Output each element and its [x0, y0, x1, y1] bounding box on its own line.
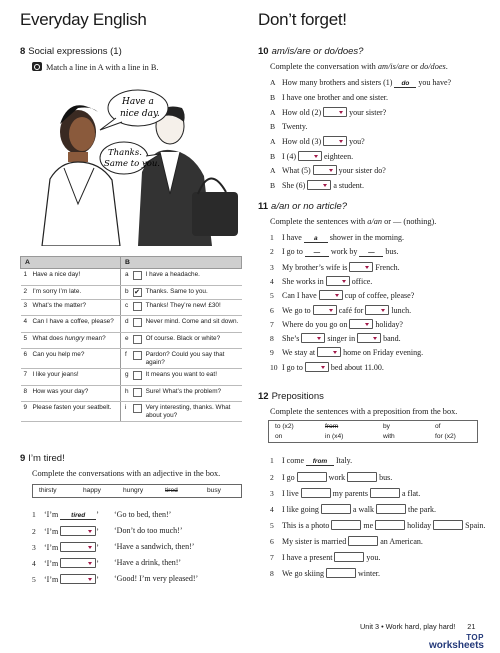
section-9-instruction: Complete the conversations with an adjective in the box. — [32, 469, 221, 478]
section-11-title: 11 a/an or no article? — [258, 201, 348, 212]
svg-text:Same to you.: Same to you. — [104, 159, 161, 169]
answer-filled[interactable]: — — [305, 249, 329, 257]
answer-dropdown[interactable] — [323, 107, 347, 117]
illustration-two-people — [20, 84, 242, 246]
match-checkbox-cell — [131, 299, 144, 316]
section-8-instruction: Match a line in A with a line in B. — [32, 62, 158, 72]
speaker-label: A — [270, 108, 276, 117]
reply-text: ‘Have a sandwich, then!’ — [114, 542, 195, 551]
speaker-label: B — [270, 92, 276, 102]
speaker-label: B — [270, 151, 276, 161]
column-b-text: Very interesting, thanks. What about you? — [144, 402, 242, 422]
answer-box[interactable] — [347, 472, 377, 482]
column-a-text: How was your day? — [31, 385, 121, 402]
conversation-line: 2 ‘I’m ’ ‘Don’t do too much!’ — [32, 526, 183, 536]
answer-filled[interactable]: do — [394, 80, 416, 88]
sentence-line: 8 We go skiing winter. — [270, 569, 381, 578]
page-footer — [360, 622, 475, 631]
sentence-line: 5 This is a photo me holiday Spain. — [270, 521, 486, 530]
column-b-text: Thanks. Same to you. — [144, 285, 242, 299]
reply-text: ‘Good! I’m very pleased!’ — [114, 574, 199, 583]
dialogue-line: B I (4) eighteen. — [270, 151, 354, 161]
preposition-word: by — [383, 423, 390, 430]
line-number: 9 — [270, 348, 274, 358]
line-number: 3 — [270, 262, 274, 272]
answer-dropdown[interactable] — [60, 526, 96, 536]
answer-dropdown[interactable] — [349, 262, 373, 272]
row-letter: d — [121, 316, 131, 333]
word-happy: happy — [83, 487, 101, 494]
match-checkbox-cell — [131, 316, 144, 333]
speaker-label: A — [270, 137, 276, 146]
line-number: 2 — [32, 527, 36, 536]
sentence-line: 3 My brother’s wife is French. — [270, 262, 400, 272]
answer-dropdown[interactable] — [313, 165, 337, 175]
svg-text:Thanks.: Thanks. — [108, 148, 142, 158]
row-number: 7 — [21, 369, 31, 386]
answer-box[interactable] — [321, 504, 351, 514]
line-number: 8 — [270, 569, 274, 578]
preposition-word: to (x2) — [275, 423, 294, 430]
answer-filled[interactable]: tired — [60, 512, 96, 520]
speaker-label: A — [270, 166, 276, 175]
line-number: 5 — [32, 575, 36, 584]
row-number: 6 — [21, 349, 31, 369]
reply-text: ‘Don’t do too much!’ — [114, 526, 183, 535]
row-letter: e — [121, 332, 131, 349]
line-number: 4 — [270, 276, 274, 286]
row-letter: h — [121, 385, 131, 402]
row-number: 4 — [21, 316, 31, 333]
section-11-instruction: Complete the sentences with a/an or — (nothing). — [270, 217, 437, 226]
reply-text: ‘Go to bed, then!’ — [114, 510, 172, 519]
answer-box[interactable] — [348, 536, 378, 546]
row-number: 3 — [21, 299, 31, 316]
adjective-word-box — [32, 484, 242, 498]
answer-dropdown[interactable] — [60, 542, 96, 552]
preposition-word: with — [383, 433, 395, 440]
preposition-word: in (x4) — [325, 433, 344, 440]
line-number: 10 — [270, 362, 278, 372]
column-a-text: I’m sorry I’m late. — [31, 285, 121, 299]
table-row — [21, 385, 242, 402]
table-row — [21, 349, 242, 369]
column-a-header: A — [21, 257, 121, 269]
sentence-line: 7 I have a present you. — [270, 553, 381, 562]
preposition-word: from — [325, 423, 339, 430]
section-12-title: 12 Prepositions — [258, 391, 324, 402]
word-hungry: hungry — [123, 487, 144, 494]
answer-box[interactable] — [370, 488, 400, 498]
line-number: 4 — [32, 559, 36, 568]
table-row — [21, 285, 242, 299]
row-letter: g — [121, 369, 131, 386]
match-checkbox[interactable] — [133, 388, 142, 397]
table-row — [21, 316, 242, 333]
line-number: 3 — [32, 543, 36, 552]
match-checkbox-cell — [131, 369, 144, 386]
section-10-title: 10 am/is/are or do/does? — [258, 46, 364, 57]
table-row — [21, 269, 242, 286]
answer-dropdown[interactable] — [326, 276, 350, 286]
dialogue-line: A How old (2) your sister? — [270, 108, 387, 117]
dialogue-line: A How many brothers and sisters (1) do you have? — [270, 78, 452, 87]
column-b-text: Of course. Black or white? — [144, 332, 242, 349]
answer-box[interactable] — [301, 488, 331, 498]
conversation-line: 3 ‘I’m ’ ‘Have a sandwich, then!’ — [32, 542, 195, 552]
page-title-right: Don’t forget! — [258, 10, 347, 29]
answer-box[interactable] — [334, 552, 364, 562]
table-row — [21, 332, 242, 349]
svg-text:Have a: Have a — [122, 97, 154, 107]
answer-dropdown[interactable] — [60, 574, 96, 584]
sentence-line: 3 I live my parents a flat. — [270, 489, 421, 498]
answer-filled[interactable]: from — [306, 458, 334, 466]
line-number: 4 — [270, 505, 274, 514]
preposition-word: of — [435, 423, 441, 430]
answer-dropdown[interactable] — [307, 180, 331, 190]
column-b-text: It means you want to eat! — [144, 369, 242, 386]
preposition-word: on — [275, 433, 283, 440]
unit-label: Unit 3 • Work hard, play hard! — [360, 622, 456, 631]
column-b-text: I have a headache. — [144, 269, 242, 286]
match-checkbox-cell — [131, 385, 144, 402]
match-checkbox[interactable] — [133, 404, 142, 413]
answer-dropdown[interactable] — [298, 151, 322, 161]
line-number: 5 — [270, 291, 274, 301]
sentence-line: 5 Can I have cup of coffee, please? — [270, 291, 415, 301]
line-number: 6 — [270, 537, 274, 546]
sentence-line: 1 I have a shower in the morning. — [270, 233, 404, 242]
match-checkbox-cell — [131, 402, 144, 422]
answer-box[interactable] — [375, 520, 405, 530]
line-number: 7 — [270, 553, 274, 562]
table-row — [21, 369, 242, 386]
answer-box[interactable] — [297, 472, 327, 482]
sentence-line: 6 We go to café for lunch. — [270, 305, 412, 315]
dialogue-line: B I have one brother and one sister. — [270, 92, 388, 102]
page-title-left: Everyday English — [20, 10, 147, 29]
line-number: 2 — [270, 473, 274, 482]
row-letter: f — [121, 349, 131, 369]
line-number: 5 — [270, 521, 274, 530]
conversation-line: 1 ‘I’m tired ’ ‘Go to bed, then!’ — [32, 510, 172, 519]
audio-icon[interactable] — [32, 62, 42, 71]
answer-dropdown[interactable] — [365, 305, 389, 315]
match-checkbox[interactable] — [133, 351, 142, 360]
sentence-line: 2 I go work bus. — [270, 473, 393, 482]
word-tired: tired — [165, 487, 178, 494]
sentence-line: 10 I go to bed about 11.00. — [270, 362, 384, 372]
match-checkbox[interactable] — [133, 271, 142, 280]
column-b-text: Thanks! They’re new! £30! — [144, 299, 242, 316]
section-8-title: 8 Social expressions (1) — [20, 46, 122, 57]
answer-dropdown[interactable] — [313, 305, 337, 315]
match-table — [20, 256, 242, 422]
column-a-text: Please fasten your seatbelt. — [31, 402, 121, 422]
column-a-text: Can you help me? — [31, 349, 121, 369]
match-checkbox[interactable]: ✔ — [134, 288, 140, 296]
reply-text: ‘Have a drink, then!’ — [114, 558, 182, 567]
answer-dropdown[interactable] — [349, 319, 373, 329]
sentence-line: 6 My sister is married an American. — [270, 537, 423, 546]
row-letter: i — [121, 402, 131, 422]
column-b-text: Never mind. Come and sit down. — [144, 316, 242, 333]
line-number: 1 — [32, 510, 36, 519]
column-b-text: Pardon? Could you say that again? — [144, 349, 242, 369]
row-letter: a — [121, 269, 131, 286]
answer-box[interactable] — [433, 520, 463, 530]
speaker-label: B — [270, 121, 276, 131]
column-a-text: Have a nice day! — [31, 269, 121, 286]
sentence-line: 1 I come from Italy. — [270, 456, 353, 465]
answer-dropdown[interactable] — [317, 347, 341, 357]
dialogue-line: B She (6) a student. — [270, 180, 364, 190]
table-row — [21, 402, 242, 422]
dialogue-line: B Twenty. — [270, 121, 308, 131]
row-number: 5 — [21, 332, 31, 349]
column-a-text: What’s the matter? — [31, 299, 121, 316]
match-checkbox-cell — [131, 269, 144, 286]
match-checkbox[interactable] — [133, 318, 142, 327]
row-number: 1 — [21, 269, 31, 286]
sentence-line: 2 I go to — work by — bus. — [270, 247, 399, 257]
match-checkbox[interactable] — [133, 302, 142, 311]
row-number: 9 — [21, 402, 31, 422]
column-a-text: What does hungry mean? — [31, 332, 121, 349]
line-number: 6 — [270, 305, 274, 315]
sentence-line: 7 Where do you go on holiday? — [270, 319, 403, 329]
line-number: 8 — [270, 334, 274, 344]
section-9-title: 9 I’m tired! — [20, 453, 65, 464]
answer-filled[interactable]: — — [359, 249, 383, 257]
line-number: 3 — [270, 489, 274, 498]
speaker-label: B — [270, 180, 276, 190]
speaker-label: A — [270, 78, 276, 87]
preposition-word: for (x2) — [435, 433, 456, 440]
sentence-line: 4 She works in office. — [270, 276, 373, 286]
row-number: 2 — [21, 285, 31, 299]
word-thirsty: thirsty — [39, 487, 57, 494]
column-a-text: I like your jeans! — [31, 369, 121, 386]
column-a-text: Can I have a coffee, please? — [31, 316, 121, 333]
section-12-instruction: Complete the sentences with a preposition from the box. — [270, 407, 458, 416]
line-number: 7 — [270, 319, 274, 329]
match-checkbox[interactable] — [133, 371, 142, 380]
line-number: 2 — [270, 247, 274, 257]
conversation-line: 4 ‘I’m ’ ‘Have a drink, then!’ — [32, 558, 182, 568]
match-checkbox-cell — [131, 332, 144, 349]
answer-box[interactable] — [326, 568, 356, 578]
brand-logo[interactable]: TOP worksheets — [428, 633, 484, 652]
preposition-word-box — [268, 420, 478, 443]
answer-dropdown[interactable] — [305, 362, 329, 372]
svg-text:nice day.: nice day. — [120, 109, 160, 119]
answer-dropdown[interactable] — [323, 136, 347, 146]
line-number: 1 — [270, 233, 274, 242]
answer-dropdown[interactable] — [357, 333, 381, 343]
section-10-instruction: Complete the conversation with am/is/are or do/does. — [270, 62, 448, 71]
answer-dropdown[interactable] — [319, 290, 343, 300]
word-busy: busy — [207, 487, 221, 494]
column-b-text: Sure! What’s the problem? — [144, 385, 242, 402]
line-number: 1 — [270, 456, 274, 465]
answer-box[interactable] — [331, 520, 361, 530]
column-b-header: B — [121, 257, 242, 269]
page-number: 21 — [467, 622, 476, 631]
match-checkbox[interactable] — [133, 335, 142, 344]
match-checkbox-cell — [131, 285, 144, 299]
sentence-line: 9 We stay at home on Friday evening. — [270, 348, 424, 358]
answer-box[interactable] — [376, 504, 406, 514]
dialogue-line: A How old (3) you? — [270, 137, 365, 146]
conversation-line: 5 ‘I’m ’ ‘Good! I’m very pleased!’ — [32, 574, 199, 584]
row-letter: b — [121, 285, 131, 299]
sentence-line: 4 I like going a walk the park. — [270, 505, 436, 514]
answer-dropdown[interactable] — [301, 333, 325, 343]
match-checkbox-cell — [131, 349, 144, 369]
answer-dropdown[interactable] — [60, 558, 96, 568]
table-row — [21, 299, 242, 316]
dialogue-line: A What (5) your sister do? — [270, 166, 386, 175]
sentence-line: 8 She’s singer in band. — [270, 334, 401, 344]
answer-filled[interactable]: a — [304, 235, 328, 243]
row-letter: c — [121, 299, 131, 316]
row-number: 8 — [21, 385, 31, 402]
